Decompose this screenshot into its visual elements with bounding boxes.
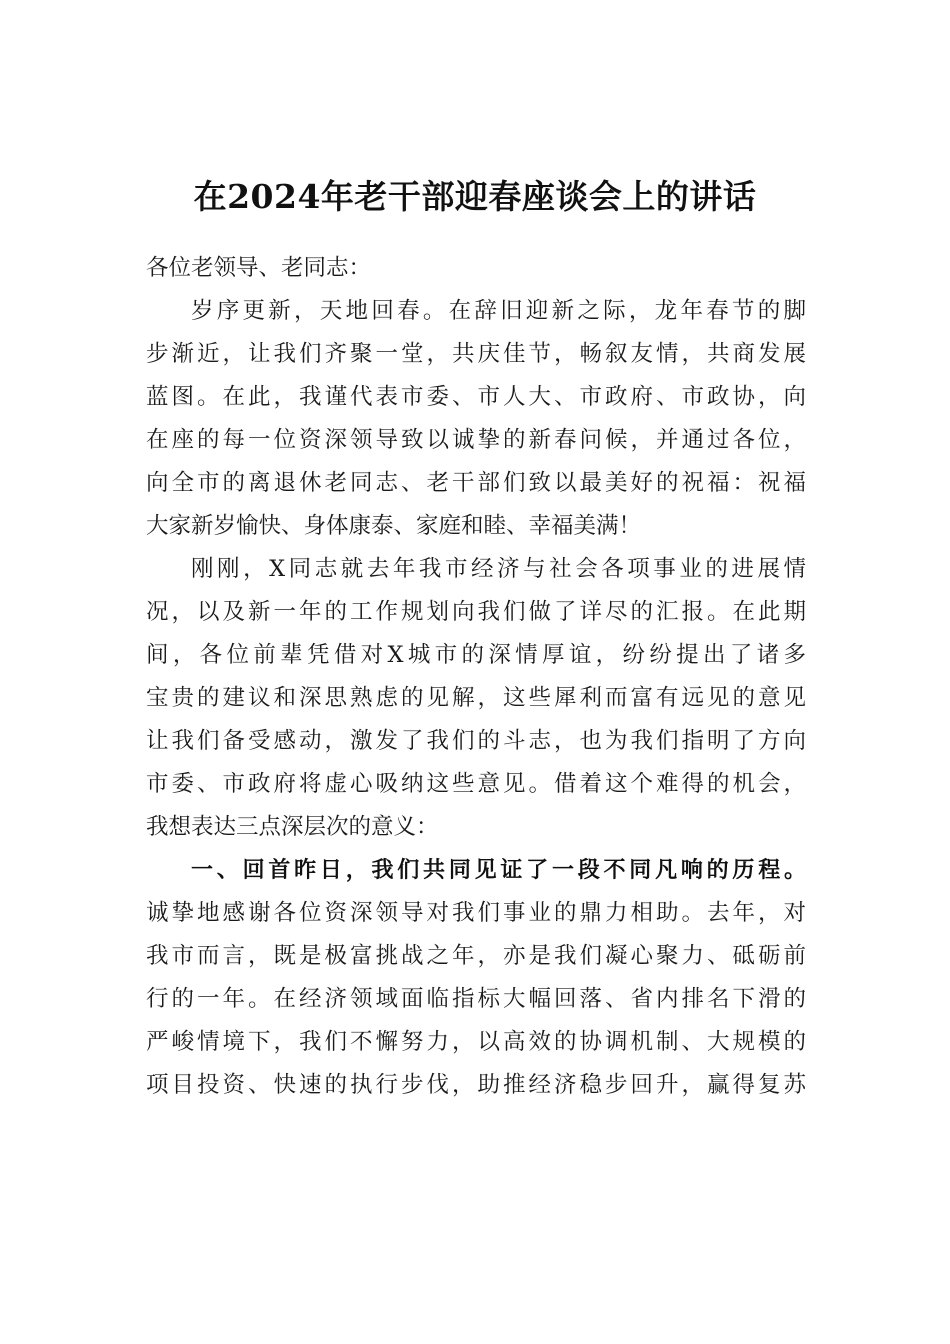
paragraph-1-line-2: 步渐近，让我们齐聚一堂，共庆佳节，畅叙友情，共商发展 (146, 341, 806, 367)
salutation: 各位老领导、老同志： (146, 255, 372, 281)
paragraph-3-line-4: 严峻情境下，我们不懈努力，以高效的协调机制、大规模的 (146, 1029, 806, 1055)
paragraph-1-line-1: 岁序更新，天地回春。在辞旧迎新之际，龙年春节的脚 (191, 298, 806, 324)
paragraph-2-line-3: 间，各位前辈凭借对X城市的深情厚谊，纷纷提出了诸多 (146, 642, 806, 668)
paragraph-2-line-5: 让我们备受感动，激发了我们的斗志，也为我们指明了方向 (146, 728, 806, 754)
paragraph-3-line-5: 项目投资、快速的执行步伐，助推经济稳步回升，赢得复苏 (146, 1072, 806, 1098)
paragraph-2-line-2: 况，以及新一年的工作规划向我们做了详尽的汇报。在此期 (146, 599, 806, 625)
paragraph-1-line-6: 大家新岁愉快、身体康泰、家庭和睦、幸福美满！ (146, 513, 642, 539)
document-body (146, 247, 806, 1107)
paragraph-3-line-2: 我市而言，既是极富挑战之年，亦是我们凝心聚力、砥砺前 (146, 943, 806, 969)
paragraph-2-line-6: 市委、市政府将虚心吸纳这些意见。借着这个难得的机会， (146, 771, 806, 797)
paragraph-1-line-4: 在座的每一位资深领导致以诚挚的新春问候，并通过各位， (146, 427, 806, 453)
paragraph-1-line-5: 向全市的离退休老同志、老干部们致以最美好的祝福：祝福 (146, 470, 806, 496)
paragraph-1-line-3: 蓝图。在此，我谨代表市委、市人大、市政府、市政协，向 (146, 384, 806, 410)
paragraph-3-line-1: 诚挚地感谢各位资深领导对我们事业的鼎力相助。去年，对 (146, 900, 806, 926)
paragraph-2-line-1: 刚刚，X同志就去年我市经济与社会各项事业的进展情 (191, 556, 806, 582)
paragraph-3-line-3: 行的一年。在经济领域面临指标大幅回落、省内排名下滑的 (146, 986, 806, 1012)
section-1-heading: 一、回首昨日，我们共同见证了一段不同凡响的历程。 (191, 858, 806, 883)
paragraph-2-line-7: 我想表达三点深层次的意义： (146, 814, 439, 840)
document-title: 在2024年老干部迎春座谈会上的讲话 (193, 177, 757, 216)
paragraph-2-line-4: 宝贵的建议和深思熟虑的见解，这些犀利而富有远见的意见 (146, 685, 806, 711)
